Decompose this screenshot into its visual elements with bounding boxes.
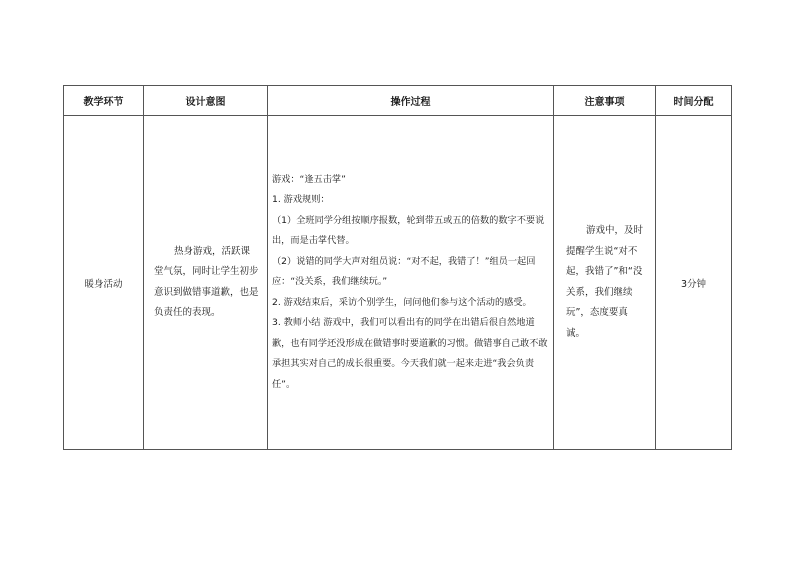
process-line: 3. 教师小结 游戏中，我们可以看出有的同学在出错后很自然地道歉，也有同学还没形成在做错事时要道歉的习惯。做错事自己敢不敢承担其实对自己的成长很重要。今天我们就一起来走进“我会负责任”。	[272, 317, 548, 390]
design-intent-cell	[144, 116, 268, 450]
table-row	[64, 116, 732, 450]
notes-cell	[554, 116, 656, 450]
process-line: （2）说错的同学大声对组员说：“对不起，我错了！”组员一起回应：“没关系，我们继续玩。”	[272, 255, 536, 288]
time-cell: 3分钟	[656, 116, 732, 450]
process-line: 游戏：“逢五击掌”	[272, 173, 346, 185]
process-line: 1. 游戏规则：	[272, 194, 330, 206]
header-notes: 注意事项	[554, 86, 656, 116]
stage-cell: 暖身活动	[64, 116, 144, 450]
process-line: （1）全班同学分组按顺序报数，轮到带五或五的倍数的数字不要说出，而是击掌代替。	[272, 214, 545, 247]
process-cell	[268, 116, 554, 450]
header-stage: 教学环节	[64, 86, 144, 116]
header-process: 操作过程	[268, 86, 554, 116]
table-header-row	[64, 86, 732, 116]
header-design-intent: 设计意图	[144, 86, 268, 116]
notes-text: 游戏中，及时提醒学生说“对不起，我错了”和“没关系，我们继续玩”，态度要真诚。	[566, 225, 644, 339]
design-intent-text: 热身游戏，活跃课堂气氛，同时让学生初步意识到做错事道歉，也是负责任的表现。	[154, 245, 259, 318]
header-time: 时间分配	[656, 86, 732, 116]
process-line: 2. 游戏结束后，采访个别学生，问问他们参与这个活动的感受。	[272, 296, 532, 308]
lesson-plan-table	[63, 85, 732, 450]
